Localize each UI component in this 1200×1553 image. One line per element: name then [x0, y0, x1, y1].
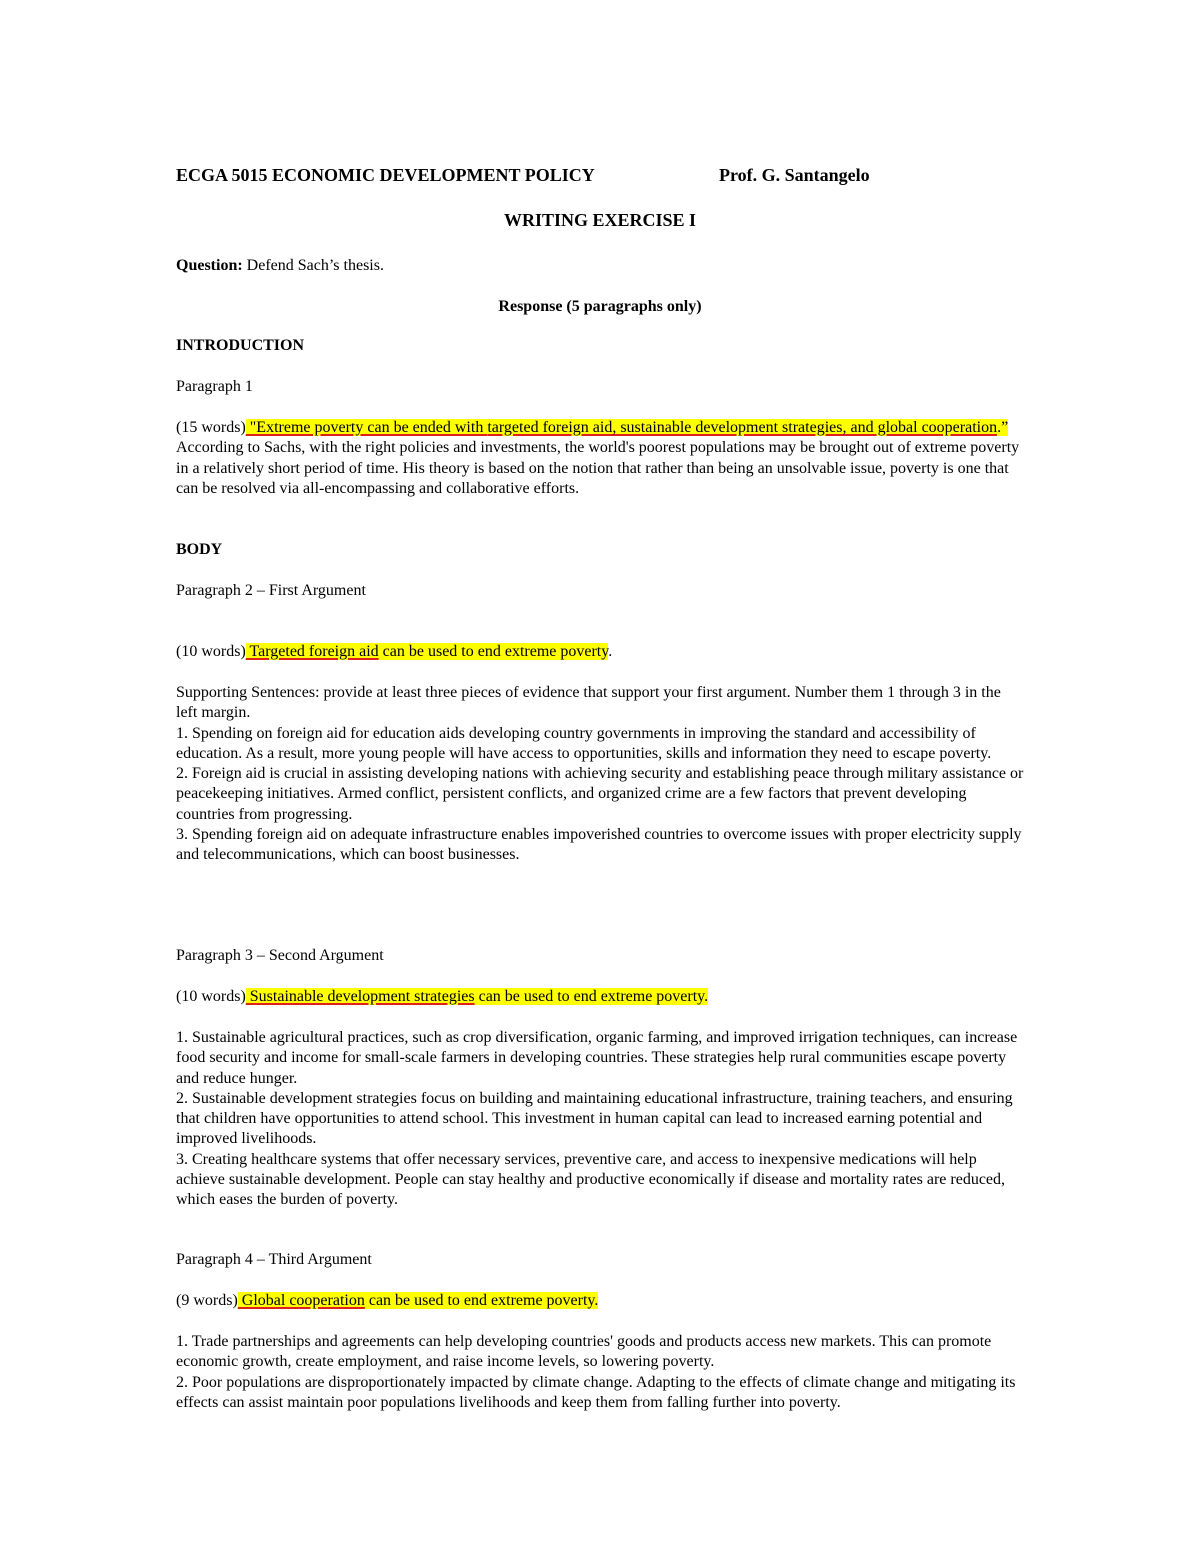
claim-rest: can be used to end extreme poverty. — [474, 988, 709, 1005]
list-item: 2. Poor populations are disproportionately impacted by climate change. Adapting to the effects of climate change and mitigating its effects can assist maintain poor populations livelihoods and keep them from falling further into poverty. — [176, 1373, 1016, 1411]
body-heading: BODY — [176, 541, 223, 558]
word-count: (9 words) — [176, 1292, 238, 1309]
question-label: Question: — [176, 257, 243, 274]
paragraph-1-text — [176, 418, 1026, 499]
word-count: (15 words) — [176, 419, 246, 436]
header-line — [176, 165, 1026, 187]
paragraph-3-claim — [176, 987, 1026, 1007]
word-count: (10 words) — [176, 988, 246, 1005]
claim-key: Targeted foreign aid — [245, 643, 379, 660]
course-title: ECGA 5015 ECONOMIC DEVELOPMENT POLICY — [176, 165, 595, 185]
thesis-quote-end: .” — [997, 419, 1009, 436]
paragraph-2-label: Paragraph 2 – First Argument — [176, 582, 366, 599]
exercise-title: WRITING EXERCISE I — [503, 210, 697, 230]
claim-rest: can be used to end extreme poverty — [378, 643, 609, 660]
list-item: 1. Spending on foreign aid for education aids developing country governments in improving the standard and accessibility of education. As a result, more young people will have access to opportunities, skills and information they need to escape poverty. — [176, 724, 992, 762]
intro-heading: INTRODUCTION — [176, 337, 305, 354]
word-count: (10 words) — [176, 643, 246, 660]
paragraph-4-label: Paragraph 4 – Third Argument — [176, 1251, 372, 1268]
response-heading: Response (5 paragraphs only) — [498, 298, 702, 315]
paragraph-2-claim — [176, 642, 1026, 662]
question-text: Defend Sach’s thesis. — [242, 257, 384, 274]
paragraph-3-support — [176, 1028, 1026, 1211]
claim-key: Sustainable development strategies — [245, 988, 475, 1005]
paragraph-3-label: Paragraph 3 – Second Argument — [176, 947, 384, 964]
supporting-intro: Supporting Sentences: provide at least three pieces of evidence that support your first argument. Number them 1 through 3 in the left margin. — [176, 684, 1001, 722]
claim-end: . — [608, 643, 613, 660]
list-item: 3. Spending foreign aid on adequate infrastructure enables impoverished countries to overcome issues with proper electricity supply and telecommunications, which can boost businesses. — [176, 826, 1022, 864]
paragraph-4-claim — [176, 1291, 1026, 1311]
list-item: 2. Foreign aid is crucial in assisting developing nations with achieving security and establishing peace through military assistance or peacekeeping initiatives. Armed conflict, persistent conflicts, and organized crime are a few factors that prevent developing countries from progressing. — [176, 765, 1024, 823]
list-item: 3. Creating healthcare systems that offer necessary services, preventive care, and access to inexpensive medications will help achieve sustainable development. People can stay healthy and productive economically if disease and mortality rates are reduced, which eases the burden of poverty. — [176, 1150, 1006, 1209]
list-item: 1. Sustainable agricultural practices, such as crop diversification, organic farming, and improved irrigation techniques, can increase food security and income for small-scale farmers in developing countries. These strategies help rural communities escape poverty and reduce hunger. — [176, 1029, 1018, 1087]
claim-rest: can be used to end extreme poverty. — [364, 1292, 599, 1309]
paragraph-4-support — [176, 1332, 1026, 1413]
question-line — [176, 256, 1026, 276]
thesis-quote-start: "Extreme poverty can be ended with — [245, 419, 488, 436]
claim-key: Global cooperation — [237, 1292, 365, 1309]
list-item: 1. Trade partnerships and agreements can help developing countries' goods and products access new markets. This can promote economic growth, create employment, and raise income levels, so lowering poverty. — [176, 1333, 992, 1371]
professor-name: Prof. G. Santangelo — [719, 165, 870, 185]
list-item: 2. Sustainable development strategies focus on building and maintaining educational infrastructure, training teachers, and ensuring that children have opportunities to attend school. This investment in human capital can lead to increased earning potential and improved livelihoods. — [176, 1089, 1013, 1148]
thesis-quote-key: targeted foreign aid, sustainable development strategies, and global cooperation — [487, 419, 998, 436]
intro-body: According to Sachs, with the right policies and investments, the world's poorest populations may be brought out of extreme poverty in a relatively short period of time. His theory is based on the notion that rather than being an unsolvable issue, poverty is one that can be resolved via all-encompassing and collaborative efforts. — [176, 439, 1020, 497]
paragraph-1-label: Paragraph 1 — [176, 378, 253, 395]
paragraph-2-support — [176, 683, 1026, 866]
